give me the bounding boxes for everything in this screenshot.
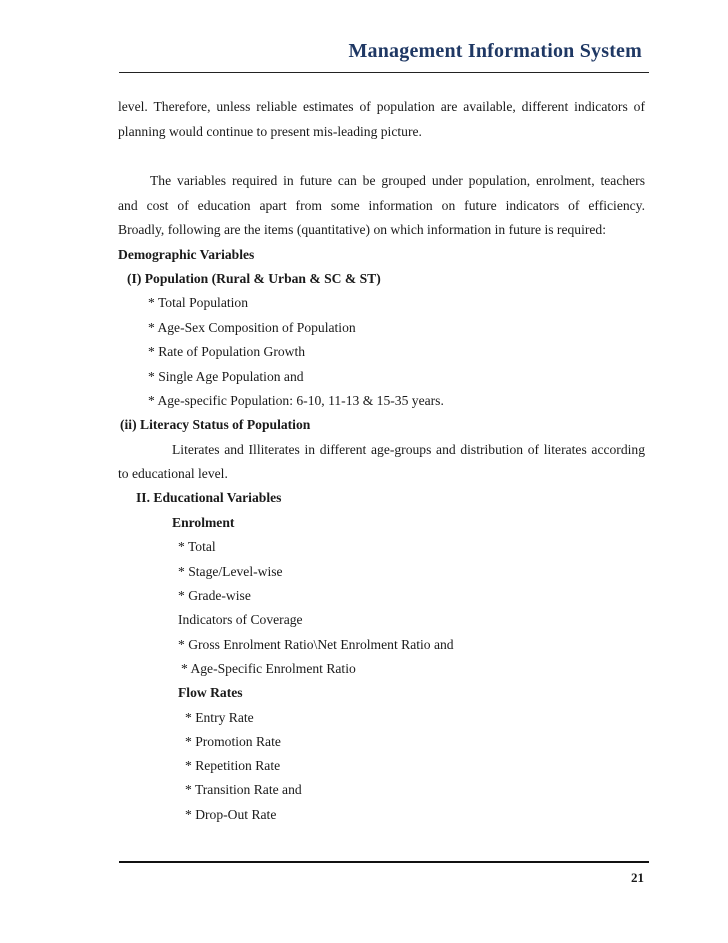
subheading-population: (I) Population (Rural & Urban & SC & ST) — [127, 271, 381, 286]
paragraph-line: level. Therefore, unless reliable estimates of population are available, different indicators of — [118, 99, 645, 114]
list-item: * Single Age Population and — [148, 369, 304, 384]
list-item: * Transition Rate and — [185, 782, 302, 797]
list-item: * Grade-wise — [178, 588, 251, 603]
subheading-literacy: (ii) Literacy Status of Population — [120, 417, 311, 432]
list-item: * Total — [178, 539, 216, 554]
subheading-coverage: Indicators of Coverage — [178, 612, 303, 627]
paragraph-line: The variables required in future can be grouped under population, enrolment, teachers — [150, 173, 645, 188]
paragraph-line: Literates and Illiterates in different age-groups and distribution of literates according — [172, 442, 645, 457]
list-item: * Drop-Out Rate — [185, 807, 277, 822]
list-item: * Stage/Level-wise — [178, 564, 283, 579]
page-number: 21 — [631, 870, 644, 885]
list-item: * Entry Rate — [185, 710, 254, 725]
paragraph-line: Broadly, following are the items (quantitative) on which information in future is required: — [118, 222, 606, 237]
list-item: * Age-Sex Composition of Population — [148, 320, 356, 335]
section-heading-educational: II. Educational Variables — [136, 490, 282, 505]
subheading-enrolment: Enrolment — [172, 515, 235, 530]
list-item: * Gross Enrolment Ratio\Net Enrolment Ratio and — [178, 637, 454, 652]
list-item: * Total Population — [148, 295, 248, 310]
paragraph-line: and cost of education apart from some information on future indicators of efficiency. — [118, 198, 645, 213]
section-heading-demographic: Demographic Variables — [118, 247, 255, 262]
page-header-title: Management Information System — [348, 40, 642, 62]
paragraph-line: planning would continue to present mis-leading picture. — [118, 124, 422, 139]
subheading-flow-rates: Flow Rates — [178, 685, 243, 700]
list-item: * Repetition Rate — [185, 758, 281, 773]
paragraph-line: to educational level. — [118, 466, 228, 481]
list-item: * Rate of Population Growth — [148, 344, 306, 359]
list-item: * Age-Specific Enrolment Ratio — [181, 661, 356, 676]
header-divider — [119, 72, 649, 73]
list-item: * Age-specific Population: 6-10, 11-13 & 15-35 years. — [148, 393, 444, 408]
footer-divider — [119, 861, 649, 863]
list-item: * Promotion Rate — [185, 734, 281, 749]
